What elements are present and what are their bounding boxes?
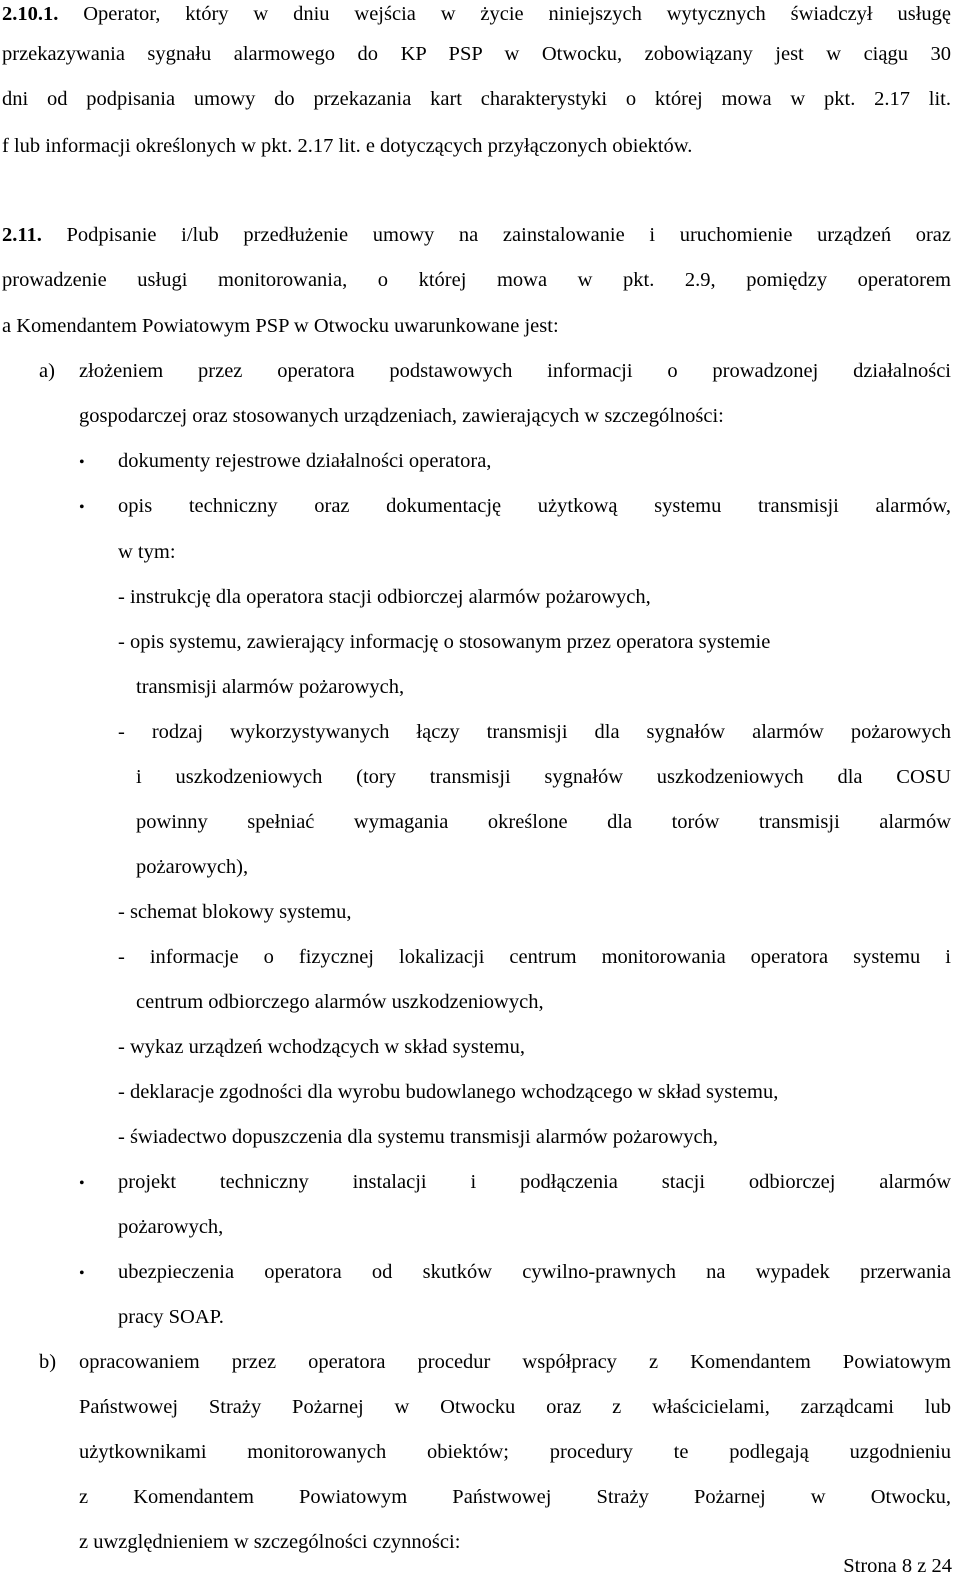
dash-item: - opis systemu, zawierający informację o stosowanym przez operatora systemie — [118, 631, 771, 653]
dash-item-continuation: centrum odbiorczego alarmów uszkodzeniowych, — [136, 991, 544, 1013]
dash-item: - świadectwo dopuszczenia dla systemu transmisji alarmów pożarowych, — [118, 1126, 719, 1148]
dash-item-continuation: powinny spełniać wymagania określone dla torów transmisji alarmów — [136, 811, 951, 833]
bullet-icon: • — [79, 454, 85, 471]
section-line: a Komendantem Powiatowym PSP w Otwocku uwarunkowane jest: — [2, 315, 559, 337]
bullet-text: w tym: — [118, 541, 176, 563]
bullet-text: projekt techniczny instalacji i podłączenia stacji odbiorczej alarmów — [118, 1171, 951, 1193]
list-item-line: opracowaniem przez operatora procedur współpracy z Komendantem Powiatowym — [79, 1351, 951, 1373]
bullet-text: opis techniczny oraz dokumentację użytkową systemu transmisji alarmów, — [118, 495, 951, 517]
dash-item-continuation: i uszkodzeniowych (tory transmisji sygnałów uszkodzeniowych dla COSU — [136, 766, 951, 788]
dash-item: - schemat blokowy systemu, — [118, 901, 352, 923]
section-line: 2.11. Podpisanie i/lub przedłużenie umowy na zainstalowanie i uruchomienie urządzeń oraz — [2, 224, 951, 246]
dash-item: - deklaracje zgodności dla wyrobu budowlanego wchodzącego w skład systemu, — [118, 1081, 779, 1103]
bullet-text: ubezpieczenia operatora od skutków cywilno-prawnych na wypadek przerwania — [118, 1261, 951, 1283]
section-number: 2.10.1. — [2, 3, 59, 25]
bullet-icon: • — [79, 499, 85, 516]
bullet-text: dokumenty rejestrowe działalności operatora, — [118, 450, 492, 472]
section-line: 2.10.1. Operator, który w dniu wejścia w życie niniejszych wytycznych świadczył usługę — [2, 3, 951, 25]
page-number: Strona 8 z 24 — [843, 1555, 952, 1577]
dash-item: - wykaz urządzeń wchodzących w skład systemu, — [118, 1036, 525, 1058]
list-item-line: użytkownikami monitorowanych obiektów; procedury te podlegają uzgodnieniu — [79, 1441, 951, 1463]
bullet-icon: • — [79, 1265, 85, 1282]
list-marker: a) — [39, 360, 55, 382]
section-number: 2.11. — [2, 224, 42, 246]
section-line: f lub informacji określonych w pkt. 2.17 lit. e dotyczących przyłączonych obiektów. — [2, 135, 693, 157]
dash-item: - instrukcję dla operatora stacji odbiorczej alarmów pożarowych, — [118, 586, 651, 608]
dash-item: - rodzaj wykorzystywanych łączy transmisji dla sygnałów alarmów pożarowych — [118, 721, 951, 743]
bullet-icon: • — [79, 1175, 85, 1192]
list-item-line: gospodarczej oraz stosowanych urządzeniach, zawierających w szczególności: — [79, 405, 724, 427]
list-marker: b) — [39, 1351, 57, 1373]
section-line: prowadzenie usługi monitorowania, o której mowa w pkt. 2.9, pomiędzy operatorem — [2, 269, 951, 291]
list-item-line: złożeniem przez operatora podstawowych informacji o prowadzonej działalności — [79, 360, 951, 382]
dash-item-continuation: transmisji alarmów pożarowych, — [136, 676, 405, 698]
dash-item-continuation: pożarowych), — [136, 856, 249, 878]
section-line: przekazywania sygnału alarmowego do KP PSP w Otwocku, zobowiązany jest w ciągu 30 — [2, 43, 951, 65]
bullet-text: pracy SOAP. — [118, 1306, 224, 1328]
dash-item: - informacje o fizycznej lokalizacji centrum monitorowania operatora systemu i — [118, 946, 951, 968]
list-item-line: z uwzględnieniem w szczególności czynności: — [79, 1531, 461, 1553]
list-item-line: Państwowej Straży Pożarnej w Otwocku oraz z właścicielami, zarządcami lub — [79, 1396, 951, 1418]
list-item-line: z Komendantem Powiatowym Państwowej Straży Pożarnej w Otwocku, — [79, 1486, 951, 1508]
bullet-text: pożarowych, — [118, 1216, 224, 1238]
section-line: dni od podpisania umowy do przekazania kart charakterystyki o której mowa w pkt. 2.17 lit. — [2, 88, 951, 110]
